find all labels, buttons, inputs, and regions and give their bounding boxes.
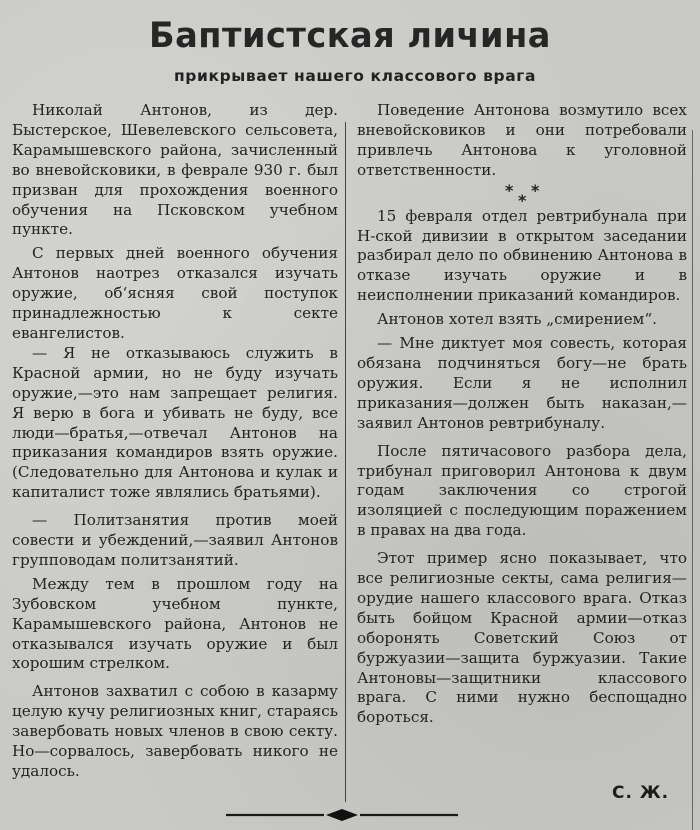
paragraph: Поведение Антонова возмутило всех вневойсковиков и они потребовали привлечь Антонова к уголовной ответственности.: [357, 101, 687, 179]
quote-paragraph: — Я не отказываюсь служить в Красной армии, но не буду изучать оружие,—это нам запрещает религия. Я верю в бога и убивать не буду, все люди—братья,—отвечал Антонов на приказания командиров взять оружие. (Следовательно для Антонова и кулак и капиталист тоже являлись братьями).: [12, 343, 338, 502]
paragraph: Между тем в прошлом году на Зубовском учебном пункте, Карамышевского района, Антонов не отказывался изучать оружие и был хорошим стрелком.: [12, 574, 338, 673]
quote-paragraph: — Политзанятия против моей совести и убеждений,—заявил Антонов групповодам политзанятий.: [12, 511, 338, 569]
asterism-section-break: * * *: [505, 180, 540, 210]
headline: Баптистская личина: [149, 16, 551, 56]
right-column: [357, 101, 687, 728]
page-edge-rule: [692, 130, 693, 830]
quote-paragraph: — Мне диктует моя совесть, которая обязана подчиняться богу—не брать оружия. Если я не исполнил приказания—должен быть наказан,—заявил Антонов ревтрибуналу.: [357, 334, 687, 432]
paragraph: Николай Антонов, из дер. Быстерское, Шевелевского сельсовета, Карамышевского района, зачисленный во вневойсковики, в феврале 930 г. был призван для прохождения военного обучения на Псковском учебном пункте.: [12, 101, 338, 239]
paragraph: Антонов захватил с собою в казарму целую кучу религиозных книг, стараясь завербовать новых членов в свою секту. Но—сорвалось, завербовать никого не удалось.: [12, 682, 338, 780]
author-signature: С. Ж.: [612, 783, 670, 803]
paragraph: После пятичасового разбора дела, трибунал приговорил Антонова к двум годам заключения со строгой изоляцией с последующим поражением в правах на два года.: [357, 441, 687, 540]
subheadline: прикрывает нашего классового врага: [173, 67, 537, 85]
paragraph: 15 февраля отдел ревтрибунала при Н-ской дивизии в открытом заседании разбирал дело по обвинению Антонова в отказе изучать оружие и в неисполнении приказаний командиров.: [357, 206, 687, 305]
diamond-rule-ornament: [226, 808, 458, 822]
paragraph: Антонов хотел взять „смирением“.: [377, 310, 657, 329]
paragraph: Этот пример ясно показывает, что все религиозные секты, сама религия—орудие нашего классового врага. Отказ быть бойцом Красной армии—отказ оборонять Советский Союз от буржуазии—защита буржуазии. Такие Антоновы—защитники классового врага. С ними нужно беспощадно бороться.: [357, 549, 687, 727]
paragraph: С первых дней военного обучения Антонов наотрез отказался изучать оружие, об‘ясняя свой поступок принадлежностью к секте евангелистов.: [12, 244, 338, 342]
column-divider: [345, 122, 346, 802]
left-column: [12, 101, 338, 782]
